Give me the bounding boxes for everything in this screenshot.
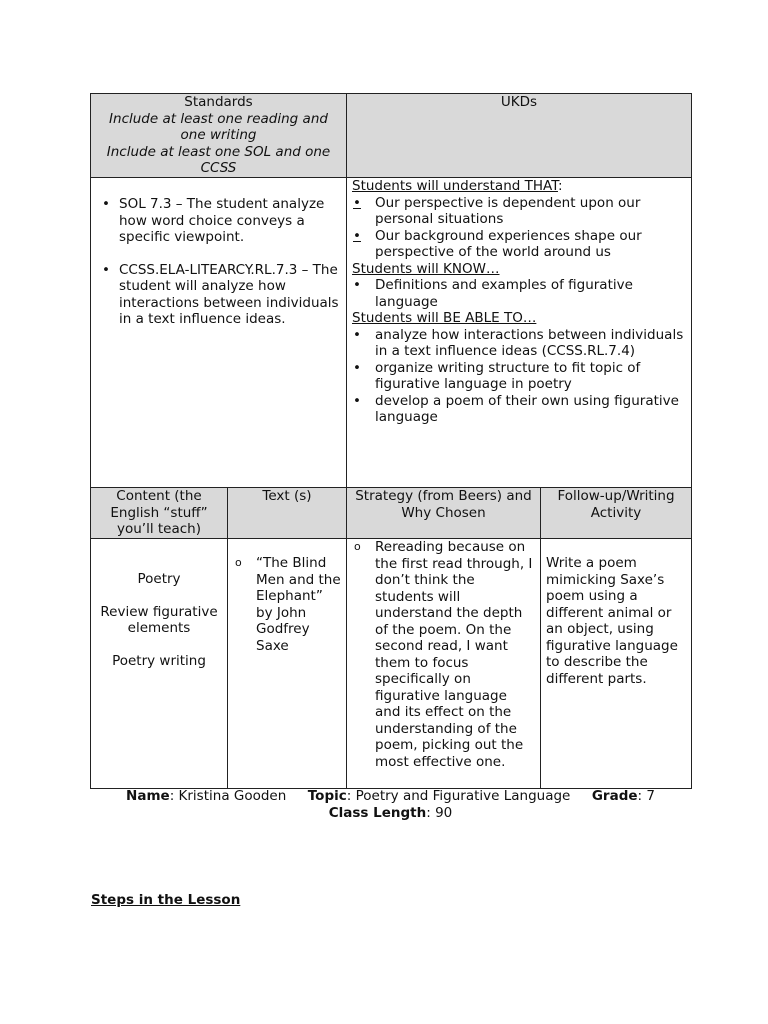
content-item: Poetry writing bbox=[112, 652, 206, 669]
standards-ukds-table bbox=[90, 93, 692, 488]
know-heading: Students will KNOW… bbox=[352, 260, 500, 277]
texts-list bbox=[233, 555, 341, 654]
strategy-cell bbox=[347, 539, 541, 789]
texts-header-cell: Text (s) bbox=[228, 488, 347, 539]
texts-cell bbox=[228, 539, 347, 789]
class-length-value: : 90 bbox=[426, 804, 453, 821]
strategy-list bbox=[352, 539, 535, 770]
lesson-info-footer bbox=[90, 788, 691, 821]
able-item: • develop a poem of their own using figurative language bbox=[352, 393, 686, 426]
standards-header-cell bbox=[91, 94, 347, 178]
ukds-header-cell bbox=[347, 94, 692, 178]
able-heading: Students will BE ABLE TO… bbox=[352, 310, 537, 326]
followup-text: Write a poem mimicking Saxe’s poem using a different animal or an object, using figurative language to describe the different parts. bbox=[546, 555, 678, 687]
understand-heading: Students will understand THAT: bbox=[352, 178, 563, 194]
topic-value: : Poetry and Figurative Language bbox=[346, 788, 571, 804]
content-strategy-table bbox=[90, 487, 692, 789]
steps-heading: Steps in the Lesson bbox=[91, 892, 241, 908]
class-length-label: Class Length bbox=[328, 804, 427, 821]
ukds-cell bbox=[347, 178, 692, 488]
content-cell bbox=[91, 539, 228, 789]
lesson-info-line2 bbox=[90, 805, 691, 822]
topic-label: Topic bbox=[307, 788, 347, 804]
ukds-header-title: UKDs bbox=[500, 94, 538, 110]
understand-item: • Our perspective is dependent upon our personal situations bbox=[352, 195, 686, 228]
standards-header-title: Standards bbox=[184, 94, 253, 110]
strategy-header-cell: Strategy (from Beers) and Why Chosen bbox=[347, 488, 541, 539]
standards-cell bbox=[91, 178, 347, 488]
strategy-item: o Rereading because on the first read through, I don’t think the students will understand the depth of the poem. On the second read, I want them to focus specifically on figurative language and its effect on the understanding of the poem, picking out the most effective one. bbox=[352, 539, 535, 770]
understand-item: • Our background experiences shape our perspective of the world around us bbox=[352, 228, 686, 261]
know-item: • Definitions and examples of figurative language bbox=[352, 277, 686, 310]
followup-header-cell: Follow-up/Writing Activity bbox=[541, 488, 692, 539]
standard-item: • SOL 7.3 – The student analyze how word choice conveys a specific viewpoint. bbox=[96, 196, 341, 246]
able-list bbox=[352, 327, 686, 426]
content-item: Review figurative elements bbox=[100, 603, 218, 636]
standards-header-note-sol: Include at least one SOL and one CCSS bbox=[106, 143, 331, 176]
know-list bbox=[352, 277, 686, 310]
grade-label: Grade bbox=[591, 788, 638, 804]
name-label: Name bbox=[126, 788, 170, 804]
followup-cell bbox=[541, 539, 692, 789]
able-item: • analyze how interactions between individuals in a text influence ideas (CCSS.RL.7.4) bbox=[352, 327, 686, 360]
understand-list bbox=[352, 195, 686, 261]
grade-value: : 7 bbox=[637, 788, 655, 804]
able-item: • organize writing structure to fit topic of figurative language in poetry bbox=[352, 360, 686, 393]
content-header-cell: Content (the English “stuff” you’ll teach) bbox=[91, 488, 228, 539]
standards-header-note-reading: Include at least one reading and one writing bbox=[109, 110, 328, 143]
standards-list bbox=[96, 196, 341, 328]
standard-item: • CCSS.ELA-LITEARCY.RL.7.3 – The student will analyze how interactions between individuals in a text influence ideas. bbox=[96, 262, 341, 328]
name-value: : Kristina Gooden bbox=[169, 788, 287, 804]
lesson-info-line1 bbox=[90, 788, 691, 805]
text-item: o “The Blind Men and the Elephant” by John Godfrey Saxe bbox=[233, 555, 341, 654]
content-item: Poetry bbox=[137, 571, 181, 587]
